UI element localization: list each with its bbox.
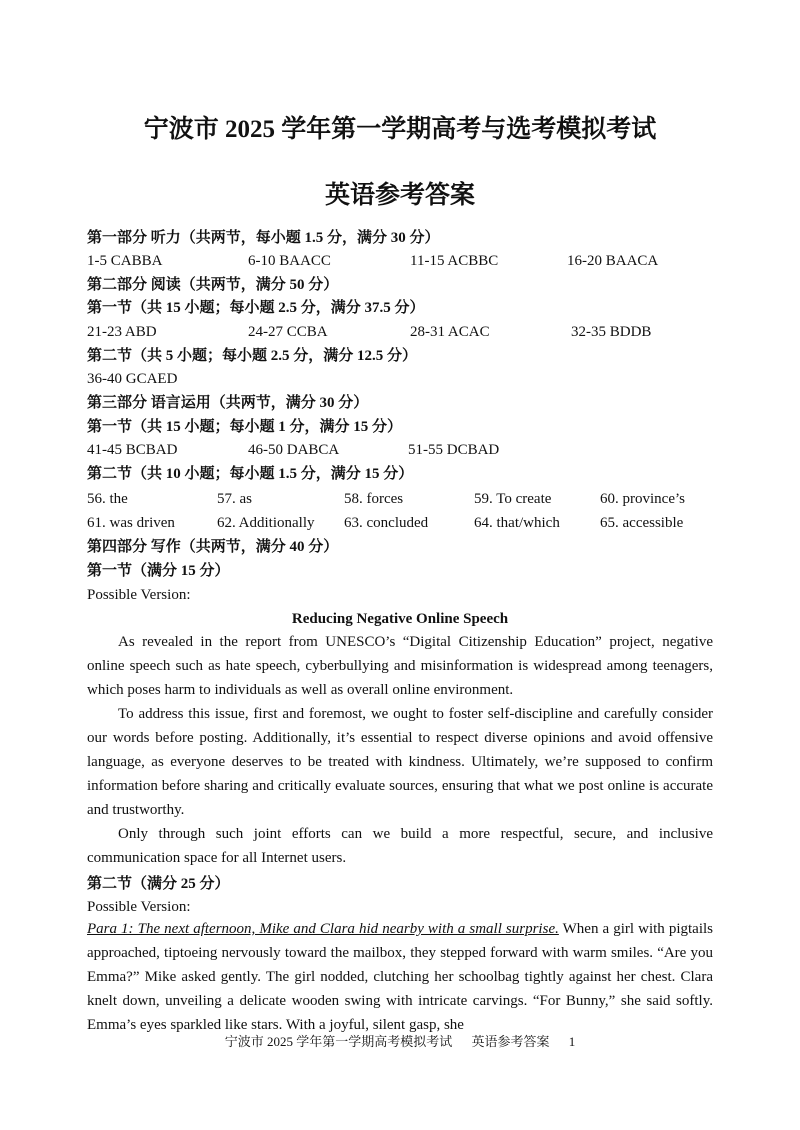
part3-heading: 第三部分 语言运用（共两节，满分 30 分） bbox=[87, 395, 369, 411]
answer-item: 64. that/which bbox=[474, 515, 560, 531]
answer-group: 21-23 ABD bbox=[87, 324, 157, 340]
page-title: 宁波市 2025 学年第一学期高考与选考模拟考试 bbox=[143, 116, 657, 143]
answer-group: 28-31 ACAC bbox=[410, 324, 490, 340]
part2-section1-heading: 第一节（共 15 小题；每小题 2.5 分，满分 37.5 分） bbox=[87, 300, 425, 316]
page-footer bbox=[0, 1031, 800, 1050]
answer-item: 56. the bbox=[87, 491, 128, 507]
part3-section1-heading: 第一节（共 15 小题；每小题 1 分，满分 15 分） bbox=[87, 419, 403, 435]
possible-version-label: Possible Version: bbox=[87, 587, 191, 603]
footer-doc-name: 英语参考答案 bbox=[471, 1034, 550, 1049]
answer-item: 61. was driven bbox=[87, 515, 175, 531]
answer-item: 62. Additionally bbox=[217, 515, 315, 531]
answer-group: 51-55 DCBAD bbox=[408, 442, 500, 458]
answer-item: 58. forces bbox=[344, 491, 404, 507]
part4-section1-heading: 第一节（满分 15 分） bbox=[87, 563, 230, 579]
answer-group: 11-15 ACBBC bbox=[410, 253, 499, 269]
part2-section2-heading: 第二节（共 5 小题；每小题 2.5 分，满分 12.5 分） bbox=[87, 348, 418, 364]
part3-section2-heading: 第二节（共 10 小题；每小题 1.5 分，满分 15 分） bbox=[87, 466, 414, 482]
answer-group: 46-50 DABCA bbox=[248, 442, 340, 458]
part4-section2-heading: 第二节（满分 25 分） bbox=[87, 876, 230, 892]
essay-paragraph-3: Only through such joint efforts can we build a more respectful, secure, and inclusive communication space for all Internet users. bbox=[87, 826, 713, 866]
para1-text: When a girl with pigtails approached, tiptoeing nervously toward the mailbox, they stepped forward with warm smiles. “Are you Emma?” Mike asked gently. The girl nodded, clutching her schoolbag tightly against her chest. Clara knelt down, unveiling a delicate wooden swing with intricate carvings. “For Bunny,” she said softly. Emma’s eyes sparkled like stars. With a joyful, silent gasp, she bbox=[87, 921, 713, 1033]
possible-version-label: Possible Version: bbox=[87, 899, 191, 915]
continuation-paragraph-1 bbox=[87, 917, 713, 1037]
answer-item: 65. accessible bbox=[600, 515, 684, 531]
answer-group: 36-40 GCAED bbox=[87, 371, 178, 387]
answer-item: 57. as bbox=[217, 491, 252, 507]
answer-group: 1-5 CABBA bbox=[87, 253, 163, 269]
part1-heading: 第一部分 听力（共两节，每小题 1.5 分，满分 30 分） bbox=[87, 230, 440, 246]
essay-title: Reducing Negative Online Speech bbox=[291, 611, 509, 627]
para1-label: Para 1: The next afternoon, Mike and Clara hid nearby with a small surprise. bbox=[87, 921, 559, 937]
answer-group: 24-27 CCBA bbox=[248, 324, 328, 340]
essay-paragraph-1: As revealed in the report from UNESCO’s “Digital Citizenship Education” project, negative online speech such as hate speech, cyberbullying and misinformation is widespread among teenagers, which poses harm to individuals as well as overall online environment. bbox=[87, 634, 713, 698]
answer-item: 63. concluded bbox=[344, 515, 429, 531]
page-subtitle: 英语参考答案 bbox=[324, 182, 475, 209]
part4-heading: 第四部分 写作（共两节，满分 40 分） bbox=[87, 539, 339, 555]
answer-item: 59. To create bbox=[474, 491, 552, 507]
answer-group: 32-35 BDDB bbox=[571, 324, 652, 340]
answer-item: 60. province’s bbox=[600, 491, 685, 507]
essay-paragraph-2: To address this issue, first and foremost, we ought to foster self-discipline and carefully consider our words before posting. Additionally, it’s essential to respect diverse opinions and avoid offensive language, as everyone deserves to be treated with kindness. Ultimately, we’re supposed to confirm information before sharing and critically evaluate sources, ensuring that what we post online is accurate and trustworthy. bbox=[87, 706, 713, 818]
answer-group: 6-10 BAACC bbox=[248, 253, 331, 269]
answer-group: 41-45 BCBAD bbox=[87, 442, 178, 458]
footer-exam-name: 宁波市 2025 学年第一学期高考模拟考试 bbox=[224, 1034, 453, 1049]
part2-heading: 第二部分 阅读（共两节，满分 50 分） bbox=[87, 277, 339, 293]
answer-group: 16-20 BAACA bbox=[567, 253, 659, 269]
footer-page-number: 1 bbox=[568, 1034, 576, 1049]
